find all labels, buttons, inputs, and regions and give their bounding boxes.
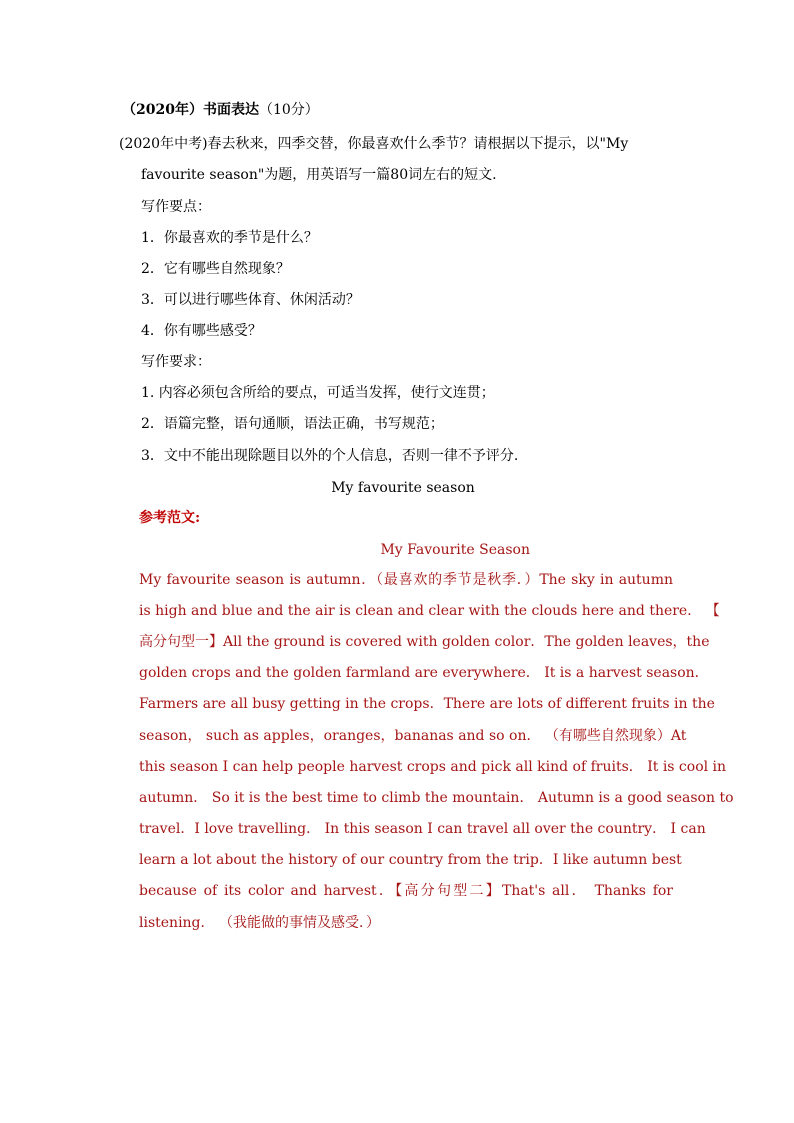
essay-line: 高分句型一】All the ground is covered with golden color．The golden leaves，the	[139, 634, 710, 650]
essay-line: golden crops and the golden farmland are everywhere． It is a harvest season．	[139, 665, 709, 681]
writing-requirements-heading: 写作要求：	[141, 354, 211, 370]
model-essay-title-row	[139, 540, 671, 560]
writing-requirement-item: 1. 内容必须包含所给的要点，可适当发挥，使行文连贯；	[141, 385, 495, 401]
writing-point-item: 4．你有哪些感受？	[141, 323, 262, 339]
question-title-text: （2020年）书面表达	[122, 102, 259, 118]
writing-points-heading: 写作要点：	[141, 199, 211, 215]
essay-line: autumn． So it is the best time to climb the mountain． Autumn is a good season to	[139, 790, 734, 806]
essay-line: My favourite season is autumn．（最喜欢的季节是秋季．）The sky in autumn	[139, 572, 673, 588]
writing-requirement-item: 3．文中不能出现除题目以外的个人信息，否则一律不予评分.	[141, 448, 519, 464]
essay-line: season， such as apples，oranges，bananas and so on． （有哪些自然现象）At	[139, 728, 687, 744]
essay-prompt-title: My favourite season	[331, 480, 475, 496]
model-essay-label: 参考范文:	[139, 510, 201, 526]
essay-line: learn a lot about the history of our country from the trip．I like autumn best	[139, 852, 682, 868]
writing-point-item: 1．你最喜欢的季节是什么？	[141, 230, 318, 246]
prompt-line-1: (2020年中考)春去秋来，四季交替，你最喜欢什么季节？请根据以下提示，以"My	[119, 136, 629, 152]
essay-line: travel．I love travelling． In this season I can travel all over the country． I can	[139, 821, 706, 837]
essay-line: is high and blue and the air is clean and clear with the clouds here and there． 【	[139, 603, 720, 619]
model-essay-title: My Favourite Season	[380, 542, 530, 558]
writing-point-item: 3．可以进行哪些体育、休闲活动？	[141, 292, 360, 308]
question-title	[122, 100, 319, 120]
essay-line: Farmers are all busy getting in the crops．There are lots of different fruits in the	[139, 696, 715, 712]
question-score: （10分）	[258, 102, 319, 118]
writing-point-item: 2．它有哪些自然现象？	[141, 261, 290, 277]
essay-line: because of its color and harvest．【高分句型二】That's all． Thanks for	[139, 883, 673, 899]
prompt-line-2: favourite season"为题，用英语写一篇80词左右的短文.	[141, 167, 497, 183]
writing-requirement-item: 2．语篇完整，语句通顺，语法正确，书写规范；	[141, 416, 444, 432]
essay-line: this season I can help people harvest crops and pick all kind of fruits． It is cool in	[139, 759, 727, 775]
essay-line: listening． （我能做的事情及感受．）	[139, 915, 380, 931]
